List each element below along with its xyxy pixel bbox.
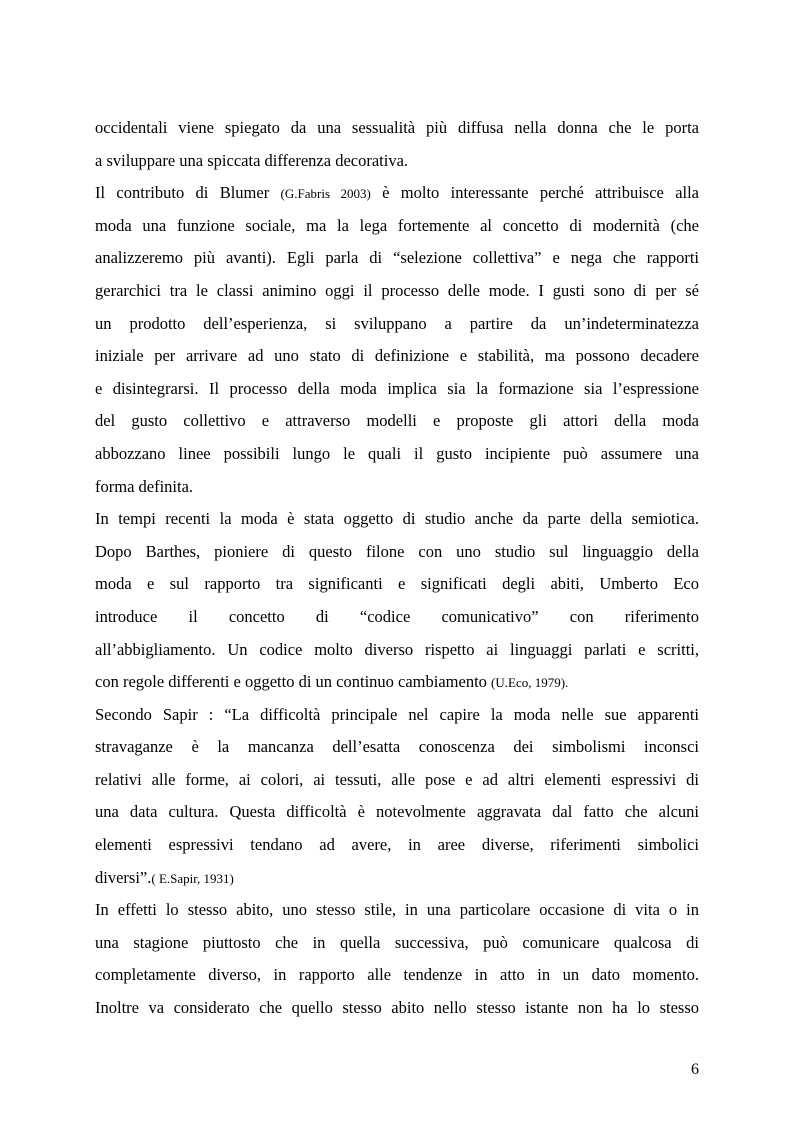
citation: ( E.Sapir, 1931) [151,870,234,886]
text-line [95,242,699,275]
text-line-content: occidentali viene spiegato da una sessualità più diffusa nella donna che le porta [95,118,699,137]
text-line [95,438,699,471]
text-line [95,177,699,210]
text-line [95,471,699,504]
text-line-content: forma definita. [95,476,194,496]
text-line-content: Secondo Sapir : “La difficoltà principale nel capire la moda nelle sue apparenti [95,704,699,724]
text-line-content: all’abbigliamento. Un codice molto diverso rispetto ai linguaggi parlati e scritti, [95,639,699,659]
text-line [95,373,699,406]
text-line-content: iniziale per arrivare ad uno stato di definizione e stabilità, ma possono decadere [95,346,699,366]
text-line-content: un prodotto dell’esperienza, si sviluppano a partire da un’indeterminatezza [95,313,699,333]
text-line-content: gerarchici tra le classi animino oggi il processo delle mode. I gusti sono di per sé [95,280,699,300]
text-line-content: Inoltre va considerato che quello stesso abito nello stesso istante non ha lo stesso [95,998,699,1018]
text-line [95,405,699,438]
text-line-content: stravaganze è la mancanza dell’esatta conoscenza dei simbolismi inconsci [95,737,699,757]
text-line [95,862,699,895]
page-number: 6 [691,1061,699,1078]
text-line-content: moda e sul rapporto tra significanti e significati degli abiti, Umberto Eco [95,574,699,594]
text-line [95,796,699,829]
text-line-content: analizzeremo più avanti). Egli parla di “selezione collettiva” e nega che rapporti [95,248,699,268]
text-line-content: una data cultura. Questa difficoltà è notevolmente aggravata dal fatto che alcuni [95,802,699,822]
text-line-content: In effetti lo stesso abito, uno stesso stile, in una particolare occasione di vita o in [95,900,699,920]
text-line-content: elementi espressivi tendano ad avere, in aree diverse, riferimenti simbolici [95,835,699,855]
text-line-content: diversi”. [95,867,152,887]
text-line-continuation: è molto interessante perché attribuisce alla [370,183,700,203]
text-line-content: abbozzano linee possibili lungo le quali il gusto incipiente può assumere una [95,443,699,463]
text-line-content: con regole differenti e oggetto di un continuo cambiamento [95,672,492,692]
text-line [95,275,699,308]
text-line-content: completamente diverso, in rapporto alle tendenze in atto in un dato momento. [95,965,699,985]
text-line-content: moda una funzione sociale, ma la lega fortemente al concetto di modernità (che [95,215,699,235]
text-line [95,340,699,373]
text-line [95,634,699,667]
text-line [95,764,699,797]
text-line [95,731,699,764]
text-line [95,927,699,960]
text-line-content: una stagione piuttosto che in quella successiva, può comunicare qualcosa di [95,932,699,952]
text-line [95,992,699,1025]
text-line [95,210,699,243]
text-line [95,666,699,699]
text-line-content: Dopo Barthes, pioniere di questo filone con uno studio sul linguaggio della [95,541,699,561]
text-line [95,601,699,634]
text-line-content: introduce il concetto di “codice comunicativo” con riferimento [95,606,699,626]
text-line-content: del gusto collettivo e attraverso modelli e proposte gli attori della moda [95,411,699,431]
text-line [95,145,699,178]
text-line [95,959,699,992]
text-line [95,699,699,732]
citation: (G.Fabris 2003) [280,186,371,202]
text-line-content: a sviluppare una spiccata differenza decorativa. [95,150,409,170]
text-line-content: relativi alle forme, ai colori, ai tessuti, alle pose e ad altri elementi espressivi di [95,769,699,789]
text-line [95,503,699,536]
text-line [95,829,699,862]
body-text [95,112,699,1025]
text-line-content: Il contributo di Blumer [95,183,281,203]
citation: (U.Eco, 1979). [491,675,569,691]
text-line [95,894,699,927]
text-line-content: e disintegrarsi. Il processo della moda implica sia la formazione sia l’espressione [95,378,699,398]
text-line [95,536,699,569]
text-line [95,112,699,145]
text-line [95,308,699,341]
text-line-content: In tempi recenti la moda è stata oggetto di studio anche da parte della semiotica. [95,509,699,529]
text-line [95,568,699,601]
